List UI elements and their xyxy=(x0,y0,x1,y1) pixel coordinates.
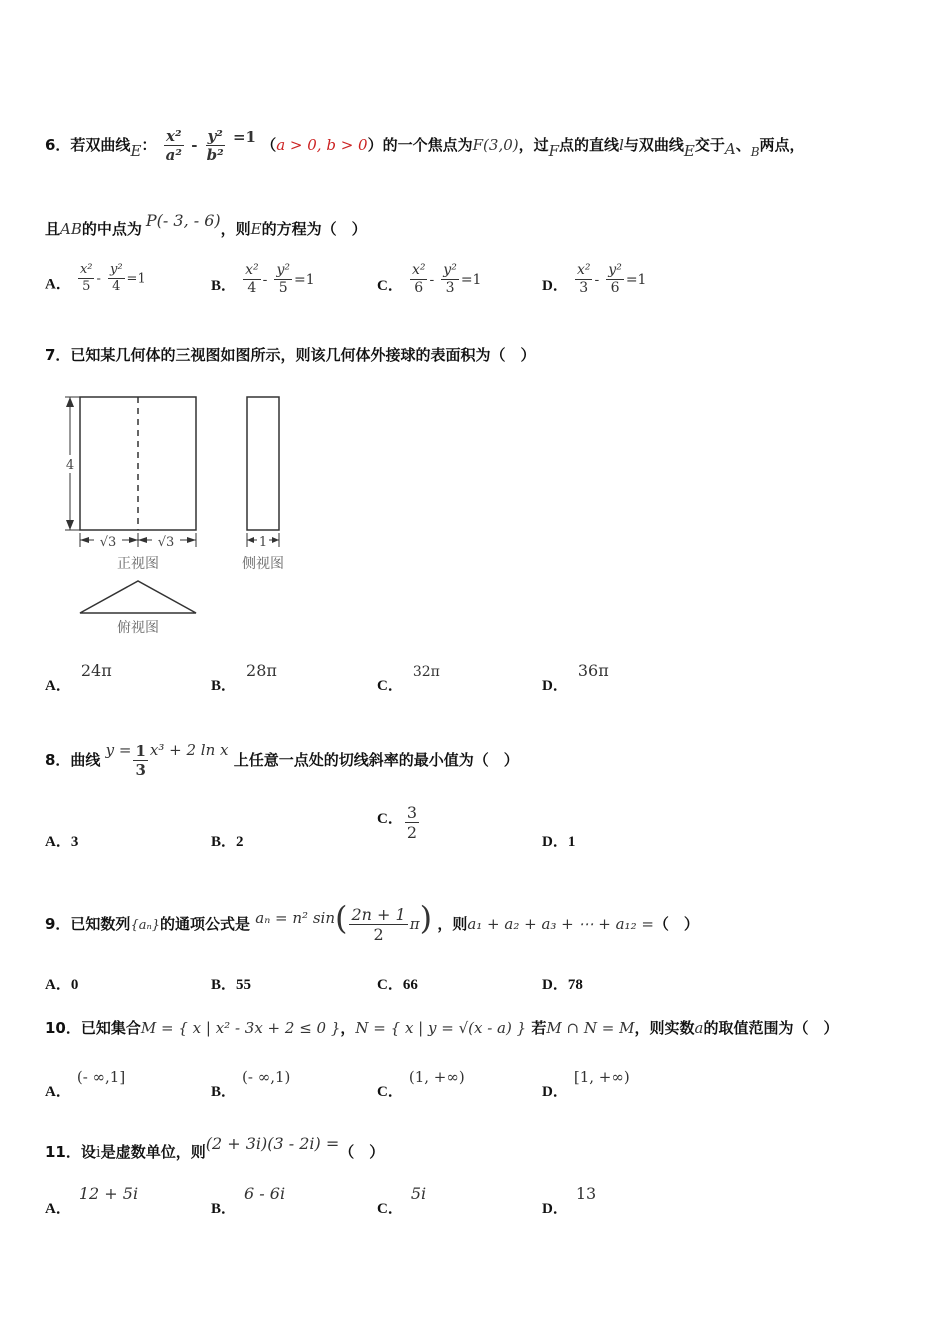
frac-num: x² xyxy=(411,262,426,278)
frac-den: 6 xyxy=(414,279,424,296)
q10-condition: M ∩ N = M xyxy=(546,1019,635,1037)
q9-sum: a₁ + a₂ + a₃ + ⋯ + a₁₂ = xyxy=(467,915,654,933)
q6-cond-open: （ xyxy=(261,136,277,154)
q6-line2-a: 且 xyxy=(45,220,61,238)
arrow-left-icon xyxy=(247,537,254,543)
q11-text-2: 是虚数单位，则 xyxy=(100,1143,206,1161)
q8-text-1: 8．曲线 xyxy=(45,751,101,769)
frac-den: 5 xyxy=(82,278,91,294)
option-frac-2 xyxy=(108,262,125,294)
option-label: A． xyxy=(45,834,71,850)
q6-var-E3: E xyxy=(250,220,262,238)
q6-text-5: 与双曲线 xyxy=(623,136,684,154)
option-frac-1 xyxy=(243,262,261,297)
q6-var-l: l xyxy=(619,136,624,154)
frac-num: y² xyxy=(443,262,457,278)
q11-expression: (2 + 3i)(3 - 2i) = xyxy=(205,1134,340,1153)
option-label: D． xyxy=(542,1084,568,1100)
q9-option-a[interactable] xyxy=(45,973,78,994)
q7-option-a[interactable] xyxy=(45,660,112,694)
option-frac-1 xyxy=(410,262,428,297)
q6-text-2: 的一个焦点为 xyxy=(382,136,473,154)
option-label: C． xyxy=(377,277,403,294)
q6-frac1-num: x² xyxy=(166,127,182,145)
frac-den: 3 xyxy=(445,279,455,296)
q10-set-N: N = { x | y = √(x - a) } xyxy=(355,1019,527,1037)
q6-line2-b: 的中点为 xyxy=(81,220,142,238)
arrow-right-icon xyxy=(129,537,138,543)
q11-option-d[interactable] xyxy=(542,1183,597,1217)
q6-colon: ： xyxy=(141,136,157,154)
q7-option-c[interactable] xyxy=(377,660,440,694)
q9-sequence: {aₙ} xyxy=(130,918,161,933)
option-value: 0 xyxy=(70,977,79,993)
q8-fraction xyxy=(133,742,147,779)
q9-text-4: （ ） xyxy=(653,915,699,933)
option-label: D． xyxy=(542,277,568,294)
option-value: 24π xyxy=(80,661,112,680)
frac-den: 2 xyxy=(373,925,384,944)
option-value: 36π xyxy=(577,661,609,680)
height-label: 4 xyxy=(65,458,75,473)
q9-text-1: 9．已知数列 xyxy=(45,915,131,933)
option-fraction xyxy=(405,803,419,842)
frac-den: 4 xyxy=(112,278,121,294)
q9-pi: π xyxy=(409,915,420,933)
q6-var-E2: E xyxy=(683,142,695,160)
option-minus: - xyxy=(96,271,101,287)
frac-den: 5 xyxy=(278,279,288,296)
q6-line2-d: 的方程为（ ） xyxy=(261,220,367,238)
q10-var-a: a xyxy=(694,1019,704,1037)
q6-midpoint: P(- 3, - 6) xyxy=(145,211,221,230)
option-value: 66 xyxy=(402,977,418,993)
q6-text-7: 两点， xyxy=(759,136,805,154)
option-value: 28π xyxy=(246,661,277,680)
option-label: C． xyxy=(377,1201,403,1217)
option-label: B． xyxy=(211,277,237,294)
q10-text-3: ，则实数 xyxy=(634,1019,695,1037)
q10-comma: ， xyxy=(340,1019,356,1037)
q11-text-3: （ ） xyxy=(339,1143,385,1161)
q6-text-6: 交于 xyxy=(694,136,725,154)
q9-text-2: 的通项公式是 xyxy=(160,915,251,933)
option-value: 55 xyxy=(236,977,252,993)
q9-option-d[interactable] xyxy=(542,973,583,994)
frac-num: 1 xyxy=(135,742,146,760)
option-label: C． xyxy=(377,811,403,828)
top-view-caption: 俯视图 xyxy=(117,620,159,636)
frac-num: 2n + 1 xyxy=(351,904,406,924)
option-value: (- ∞,1] xyxy=(76,1068,126,1086)
q6-line2-c: ，则 xyxy=(220,220,251,238)
frac-den: 6 xyxy=(610,279,620,296)
q9-paren-close: ) xyxy=(419,899,433,937)
q10-option-d[interactable] xyxy=(542,1066,630,1100)
q10-option-c[interactable] xyxy=(377,1066,465,1100)
q8-text-2: 上任意一点处的切线斜率的最小值为（ ） xyxy=(233,751,519,769)
q10-option-a[interactable] xyxy=(45,1066,126,1100)
frac-num: y² xyxy=(608,262,622,278)
option-label: B． xyxy=(211,1084,237,1100)
option-value: (1, +∞) xyxy=(408,1068,465,1086)
option-minus: - xyxy=(429,271,435,288)
q8-option-c[interactable] xyxy=(377,803,421,842)
q7-option-b[interactable] xyxy=(211,660,277,694)
q11-option-c[interactable] xyxy=(377,1183,427,1217)
frac-den: 2 xyxy=(406,823,418,843)
q9-option-b[interactable] xyxy=(211,973,251,994)
option-value: 78 xyxy=(567,977,583,993)
option-rhs: =1 xyxy=(293,271,315,288)
arrow-left-icon xyxy=(138,537,147,543)
frac-den: 3 xyxy=(579,279,589,296)
q8-eq-lhs: y = xyxy=(105,741,132,759)
q6-condition: a > 0, b > 0 xyxy=(276,136,368,154)
q6-focus: F(3,0) xyxy=(472,136,519,154)
option-value: 32π xyxy=(412,664,440,680)
option-frac-1 xyxy=(575,262,593,297)
option-label: B． xyxy=(211,834,237,850)
q6-text-4: 点的直线 xyxy=(559,136,620,154)
q11-option-a[interactable] xyxy=(45,1183,139,1217)
option-label: C． xyxy=(377,678,403,694)
q6-option-d[interactable] xyxy=(542,262,646,297)
arrow-right-icon xyxy=(187,537,196,543)
option-value: (- ∞,1) xyxy=(242,1068,291,1086)
q6-text-3: ，过 xyxy=(518,136,549,154)
frac-num: y² xyxy=(276,262,290,278)
option-rhs: =1 xyxy=(460,271,482,288)
q8-eq-rest: x³ + 2 ln x xyxy=(149,741,229,759)
option-label: A． xyxy=(45,276,71,293)
q9-option-c[interactable] xyxy=(377,973,418,994)
q11-option-b[interactable] xyxy=(211,1183,286,1217)
q8-option-b[interactable] xyxy=(211,830,244,851)
q6-cond-close: ） xyxy=(367,136,383,154)
q9-fraction xyxy=(349,905,407,944)
q6-minus: - xyxy=(191,136,198,154)
q10-set-M: M = { x | x² - 3x + 2 ≤ 0 } xyxy=(140,1019,341,1037)
three-view-figure xyxy=(55,385,315,645)
q6-fraction-2 xyxy=(205,127,226,164)
option-rhs: =1 xyxy=(126,271,146,287)
question-6-line-2 xyxy=(45,204,367,246)
q8-option-a[interactable] xyxy=(45,830,78,851)
width-label-right: √3 xyxy=(157,535,175,550)
q8-option-d[interactable] xyxy=(542,830,575,851)
question-11 xyxy=(45,1126,384,1170)
q10-text-4: 的取值范围为（ ） xyxy=(703,1019,839,1037)
option-value: [1, +∞) xyxy=(573,1068,630,1086)
side-view-caption: 侧视图 xyxy=(242,556,284,572)
q6-option-c[interactable] xyxy=(377,262,481,297)
option-frac-2 xyxy=(606,262,624,297)
option-label: D． xyxy=(542,834,568,850)
q11-var-i: i xyxy=(95,1143,101,1161)
question-9 xyxy=(45,888,699,956)
option-label: C． xyxy=(377,977,403,993)
question-7-stem: 7．已知某几何体的三视图如图所示，则该几何体外接球的表面积为（ ） xyxy=(45,346,536,364)
option-value: 6 - 6i xyxy=(244,1184,286,1203)
option-value: 1 xyxy=(567,834,576,850)
option-label: A． xyxy=(45,1084,71,1100)
frac-num: 3 xyxy=(406,803,418,822)
option-label: B． xyxy=(211,1201,237,1217)
q6-sep: 、 xyxy=(735,136,751,154)
q9-formula-lhs: aₙ = n² sin xyxy=(255,909,335,927)
arrow-left-icon xyxy=(80,537,89,543)
q6-option-b[interactable] xyxy=(211,262,315,297)
arrow-down-icon xyxy=(66,520,74,530)
option-label: A． xyxy=(45,977,71,993)
side-view-rect xyxy=(247,397,279,530)
frac-den: 4 xyxy=(247,279,257,296)
option-value: 12 + 5i xyxy=(78,1184,139,1203)
q6-frac2-num: y² xyxy=(207,127,223,145)
q10-text-1: 10．已知集合 xyxy=(45,1019,141,1037)
frac-num: x² xyxy=(79,262,93,277)
q9-text-3: ，则 xyxy=(437,915,468,933)
option-value: 3 xyxy=(70,834,79,850)
q6-text-1: 6．若双曲线 xyxy=(45,136,131,154)
option-frac-1 xyxy=(78,262,95,294)
option-rhs: =1 xyxy=(625,271,647,288)
option-value: 5i xyxy=(410,1184,427,1203)
option-label: D． xyxy=(542,678,568,694)
arrow-up-icon xyxy=(66,397,74,407)
q6-var-F: F xyxy=(548,142,560,160)
q6-var-A: A xyxy=(724,140,736,158)
option-label: A． xyxy=(45,678,71,694)
q10-text-2: 若 xyxy=(531,1019,547,1037)
frac-num: x² xyxy=(576,262,591,278)
option-value: 13 xyxy=(575,1184,597,1203)
arrow-right-icon xyxy=(272,537,279,543)
option-label: D． xyxy=(542,1201,568,1217)
frac-den: 3 xyxy=(135,761,146,779)
q6-frac1-den: a² xyxy=(165,146,182,164)
option-value: 2 xyxy=(236,834,244,850)
front-view-caption: 正视图 xyxy=(117,556,159,572)
q7-option-d[interactable] xyxy=(542,660,609,694)
q6-var-B: B xyxy=(750,145,760,159)
q10-option-b[interactable] xyxy=(211,1066,291,1100)
q6-eq-rhs: =1 xyxy=(232,128,256,146)
option-minus: - xyxy=(594,271,600,288)
q6-var-E: E xyxy=(130,142,142,160)
q6-fraction-1 xyxy=(164,127,184,164)
option-label: A． xyxy=(45,1201,71,1217)
option-minus: - xyxy=(262,271,268,288)
question-6-line-1 xyxy=(45,118,805,171)
option-label: D． xyxy=(542,977,568,993)
frac-num: x² xyxy=(245,262,259,278)
q6-var-AB: AB xyxy=(60,220,82,238)
option-label: B． xyxy=(211,977,237,993)
option-label: B． xyxy=(211,678,237,694)
option-label: C． xyxy=(377,1084,403,1100)
q9-paren-open: ( xyxy=(335,899,348,937)
question-8 xyxy=(45,720,519,790)
q11-text-1: 11．设 xyxy=(45,1143,96,1161)
frac-num: y² xyxy=(109,262,123,277)
width-label-left: √3 xyxy=(99,535,117,550)
side-width-label: 1 xyxy=(258,535,268,550)
option-frac-2 xyxy=(441,262,459,297)
q6-option-a[interactable] xyxy=(45,262,146,294)
q6-frac2-den: b² xyxy=(206,146,224,164)
top-view-triangle xyxy=(80,581,196,613)
question-10 xyxy=(45,1010,838,1046)
option-frac-2 xyxy=(274,262,292,297)
